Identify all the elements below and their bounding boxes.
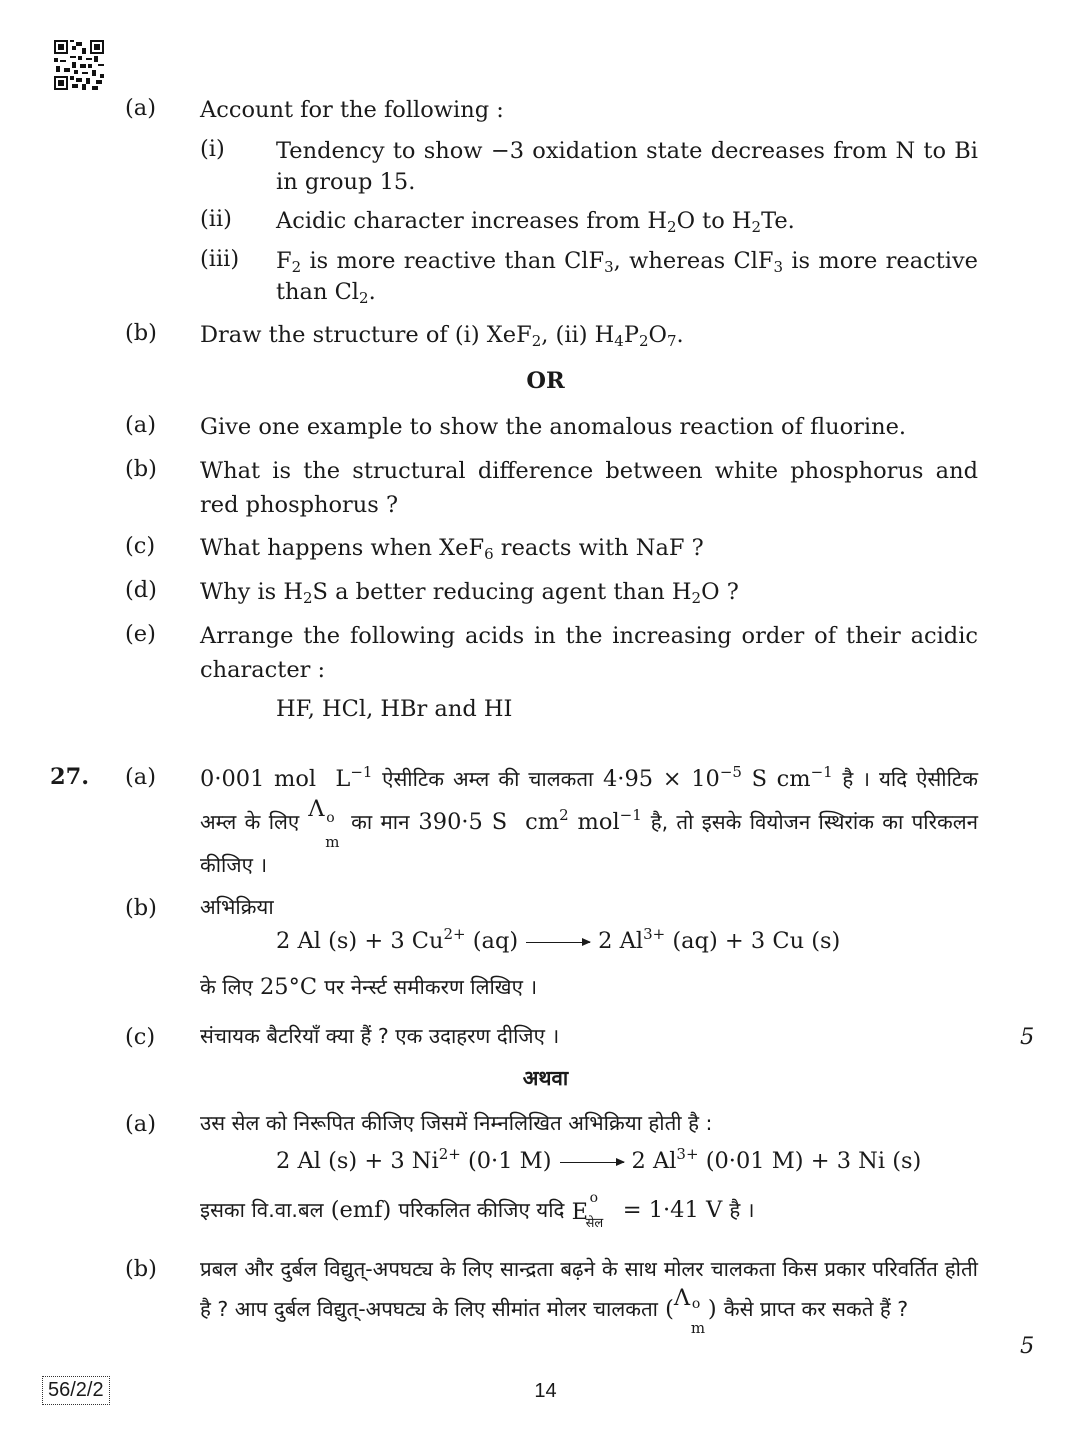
reaction-arrow-icon: [526, 942, 590, 943]
q27-alt-b-text: प्रबल और दुर्बल विद्युत्-अपघट्य के लिए सान्द्रता बढ़ने के साथ मोलर चालकता किस प्रकार परिवर्तित होती है ? आप दुर्बल विद्युत्-अपघट्य के लिए सीमांत मोलर चालकता ( Λ o m ) कैसे प्राप्त कर सकते हैं ?: [200, 1257, 978, 1337]
q26-a-label: (a): [125, 95, 156, 121]
q26-alt-c-label: (c): [125, 533, 156, 559]
q26-a-iii-num: (iii): [200, 246, 240, 272]
q27-a-text: 0·001 mol $L^{-1}$ ऐसीटिक अम्ल की चालकता $4\cdot 95 \times 10^{-5}$ S $cm^{-1}$ है । यदि ऐसीटिक अम्ल के लिए Λ o m का मान 390·5 S $cm^2$ mol$^{-1}$ है, तो इसके वियोजन स्थिरांक का परिकलन कीजिए ।: [200, 763, 978, 877]
q26-alt-b-text: What is the structural difference between white phosphorus and red phosphorus ?: [200, 458, 978, 518]
q27-b-equation: 2 Al (s) + 3 $Cu^{2+}$ (aq) 2 $Al^{3+}$ (aq) + 3 Cu (s): [276, 925, 841, 954]
q27-alt-a-intro: उस सेल को निरूपित कीजिए जिसमें निम्नलिखित अभिक्रिया होती है :: [200, 1111, 713, 1135]
q26-a-iii-text: $F_2$ is more reactive than ClF$_3$, whereas ClF$_3$ is more reactive than $Cl_2$.: [276, 248, 978, 307]
reaction-arrow-icon: [560, 1162, 624, 1163]
q26-alt-a-label: (a): [125, 412, 156, 438]
or-separator: OR: [526, 368, 565, 394]
q26-alt-d-text: Why is $H_2S$ a better reducing agent than $H_2O$ ?: [200, 579, 739, 607]
q27-alt-a-label: (a): [125, 1111, 156, 1137]
q26-b-label: (b): [125, 320, 157, 346]
q26-alt-e-text: Arrange the following acids in the increasing order of their acidic character :: [200, 623, 978, 683]
qr-code: [54, 40, 104, 90]
q26-a-i-text: Tendency to show −3 oxidation state decreases from N to Bi in group 15.: [276, 138, 978, 195]
q26-b-text: Draw the structure of (i) XeF$_2$, (ii) $H_4P_2O_7$.: [200, 322, 684, 350]
paper-code: 56/2/2: [42, 1376, 110, 1405]
q27-number: 27.: [50, 764, 90, 790]
q26-alt-e-label: (e): [125, 621, 156, 647]
q26-alt-e-acids: HF, HCl, HBr and HI: [276, 696, 513, 722]
page-number: 14: [534, 1380, 557, 1402]
q26-a-text: Account for the following :: [200, 97, 504, 123]
q27-alt-a-tail: इसका वि.वा.बल (emf) परिकलित कीजिए यदि E o सेल = 1·41 V है ।: [200, 1190, 755, 1231]
q27-alt-a-equation: 2 Al (s) + 3 $Ni^{2+}$ (0·1 M) 2 $Al^{3+}$ (0·01 M) + 3 Ni (s): [276, 1145, 922, 1174]
q27-b-intro: अभिक्रिया: [200, 895, 274, 919]
q27-alt-marks: 5: [1020, 1333, 1035, 1359]
q26-alt-c-text: What happens when XeF$_6$ reacts with NaF ?: [200, 535, 704, 563]
q26-a-i-num: (i): [200, 136, 225, 162]
q27-a-label: (a): [125, 764, 156, 790]
athva-separator: अथवा: [522, 1066, 569, 1090]
q26-alt-d-label: (d): [125, 577, 157, 603]
q27-alt-b-label: (b): [125, 1256, 157, 1282]
q26-alt-b-label: (b): [125, 456, 157, 482]
q27-c-label: (c): [125, 1024, 156, 1050]
q26-a-ii-num: (ii): [200, 206, 232, 232]
q26-alt-a-text: Give one example to show the anomalous reaction of fluorine.: [200, 414, 907, 440]
q27-marks: 5: [1020, 1024, 1035, 1050]
q27-b-label: (b): [125, 895, 157, 921]
q26-a-ii-text: Acidic character increases from $H_2O$ to $H_2Te$.: [276, 208, 795, 236]
q27-c-text: संचायक बैटरियाँ क्या हैं ? एक उदाहरण दीजिए ।: [200, 1024, 560, 1048]
q27-b-tail: के लिए 25°C पर नेर्न्स्ट समीकरण लिखिए ।: [200, 974, 538, 1000]
